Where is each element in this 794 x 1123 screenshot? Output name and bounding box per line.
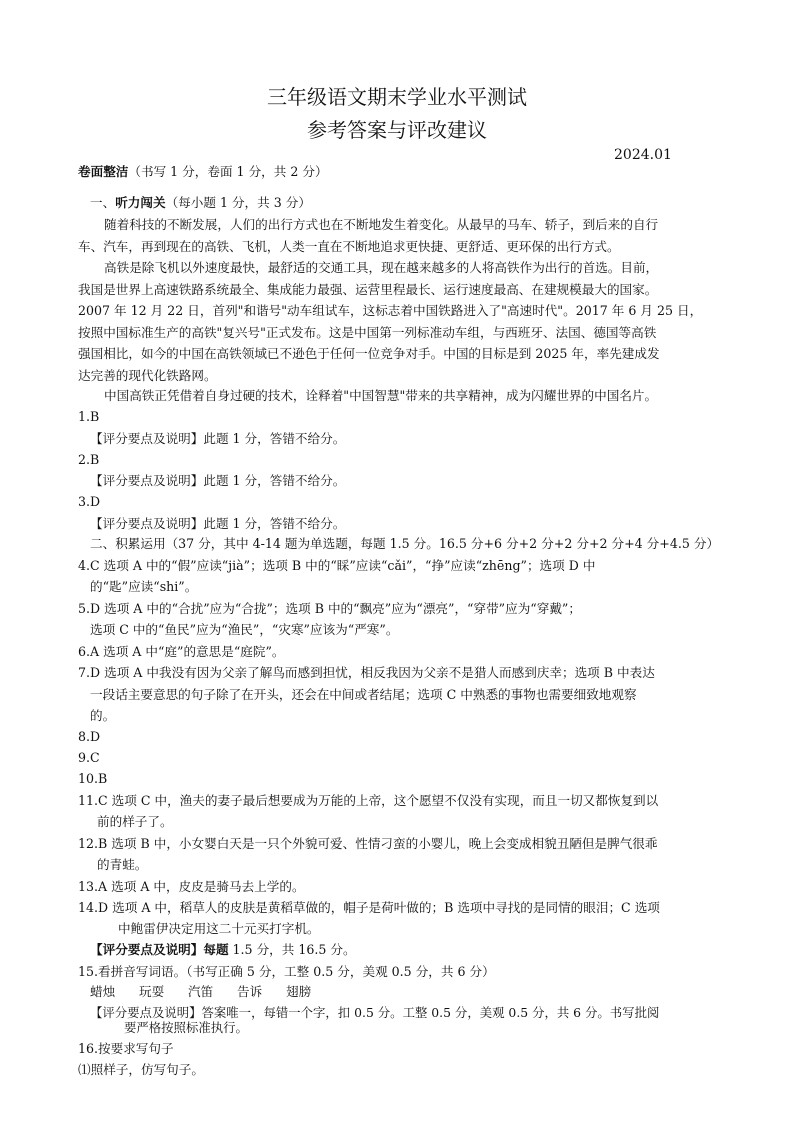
- q16: 16.按要求写句子: [78, 1041, 174, 1056]
- q14-line: 14.D 选项 A 中，稻草人的皮肤是黄稻草做的，帽子是荷叶做的；B 选项中寻找的是同情的眼泪；C 选项: [78, 900, 660, 915]
- q15-note-line: 【评分要点及说明】答案唯一，每错一个字，扣 0.5 分。工整 0.5 分，美观 0.5 分，共 6 分。书写批阅: [90, 1005, 660, 1020]
- section1-heading: 一、听力闯关（每小题 1 分，共 3 分）: [90, 195, 311, 210]
- answer-3: 3.D: [78, 494, 101, 509]
- q13: 13.A 选项 A 中，皮皮是骑马去上学的。: [78, 879, 305, 894]
- answer-1-note: 【评分要点及说明】此题 1 分，答错不给分。: [90, 431, 346, 446]
- passage-line: 车、汽车，再到现在的高铁、飞机，人类一直在不断地追求更快捷、更舒适、更环保的出行方式。: [78, 239, 620, 254]
- q5-line: 选项 C 中的“鱼民”应为“渔民”，“灾寒”应该为“严寒”。: [90, 622, 399, 637]
- passage-line: 高铁是除飞机以外速度最快，最舒适的交通工具，现在越来越多的人将高铁作为出行的首选。目前，: [104, 260, 659, 275]
- q11-line: 前的样子了。: [97, 814, 173, 829]
- passage-line: 达完善的现代化铁路网。: [78, 368, 217, 383]
- q15-word: 汽笛: [188, 984, 214, 999]
- section1-heading-bold: 听力闯关: [115, 195, 166, 210]
- q11-line: 11.C 选项 C 中，渔夫的妻子最后想要成为万能的上帝，这个愿望不仅没有实现，而且一切又都恢复到以: [78, 793, 659, 808]
- q14-line: 中鲍雷伊决定用这二十元买打字机。: [118, 921, 320, 936]
- passage-line: 中国高铁正凭借着自身过硬的技术，诠释着"中国智慧"带来的共享精神，成为闪耀世界的中国名片。: [104, 388, 658, 403]
- q15-word: 蜡烛: [90, 984, 116, 999]
- q15-words: [90, 982, 335, 1002]
- page-title: 三年级语文期末学业水平测试: [267, 85, 527, 109]
- neatness-line: [78, 162, 328, 182]
- answer-3-note: 【评分要点及说明】此题 1 分，答错不给分。: [90, 516, 346, 531]
- answer-2-note: 【评分要点及说明】此题 1 分，答错不给分。: [90, 473, 346, 488]
- q4-line: 4.C 选项 A 中的“假”应读“jià”；选项 B 中的“睬”应读“cǎi”，“挣”应读“zhēng”；选项 D 中: [78, 558, 596, 573]
- q12-line: 的青蛙。: [97, 857, 148, 872]
- q16-sub: ⑴照样子，仿写句子。: [78, 1062, 204, 1077]
- q6: 6.A 选项 A 中“庭”的意思是“庭院”。: [78, 644, 285, 659]
- passage-line: 随着科技的不断发展，人们的出行方式也在不断地发生着变化。从最早的马车、轿子，到后来的自行: [104, 217, 659, 232]
- answer-1: 1.B: [78, 409, 100, 424]
- q5-line: 5.D 选项 A 中的“合扰”应为“合拢”；选项 B 中的“飘亮”应为“漂亮”，“穿带”应为“穿戴”；: [78, 601, 581, 616]
- passage-line: 按照中国标准生产的高铁"复兴号"正式发布。这是中国第一列标准动车组，与西班牙、法国、德国等高铁: [78, 325, 657, 340]
- q4-line: 的“匙”应读“shi”。: [90, 579, 198, 594]
- passage-line: 2007 年 12 月 22 日，首列"和谐号"动车组试车，这标志着中国铁路进入了"高速时代"。2017 年 6 月 25 日，: [78, 303, 703, 318]
- q12-line: 12.B 选项 B 中，小女婴白天是一只个外貌可爱、性情刁蛮的小婴儿，晚上会变成相貌丑陋但是脾气很乖: [78, 836, 658, 851]
- q14-note: 【评分要点及说明】每题 1.5 分，共 16.5 分。: [90, 942, 356, 957]
- test-date: 2024.01: [614, 147, 672, 163]
- q10: 10.B: [78, 771, 108, 786]
- q9: 9.C: [78, 750, 100, 765]
- section2-heading: 二、积累运用（37 分，其中 4-14 题为单选题，每题 1.5 分。16.5 分+6 分+2 分+2 分+2 分+4 分+4.5 分）: [90, 536, 720, 551]
- neatness-text: （书写 1 分，卷面 1 分，共 2 分）: [128, 164, 328, 179]
- q7-line: 7.D 选项 A 中我没有因为父亲了解鸟而感到担忧，相反我因为父亲不是猎人而感到庆幸；选项 B 中表达: [78, 665, 655, 680]
- answer-2: 2.B: [78, 452, 100, 467]
- q7-line: 一段话主要意思的句子除了在开头，还会在中间或者结尾；选项 C 中熟悉的事物也需要细致地观察: [90, 687, 637, 702]
- passage-line: 我国是世界上高速铁路系统最全、集成能力最强、运营里程最长、运行速度最高、在建规模最大的国家。: [78, 282, 658, 297]
- q15-word: 告诉: [237, 984, 263, 999]
- q15-word: 玩耍: [139, 984, 165, 999]
- q7-line: 的。: [90, 708, 116, 723]
- q15-note-line: 要严格按照标准执行。: [124, 1020, 248, 1035]
- page-subtitle: 参考答案与评改建议: [307, 118, 487, 142]
- q15: 15.看拼音写词语。（书写正确 5 分，工整 0.5 分，美观 0.5 分，共 6 分）: [78, 964, 495, 979]
- neatness-label: 卷面整洁: [78, 164, 129, 179]
- q8: 8.D: [78, 729, 101, 744]
- q15-word: 翅膀: [286, 984, 312, 999]
- passage-line: 强国相比，如今的中国在高铁领域已不逊色于任何一位竞争对手。中国的目标是到 2025 年，率先建成发: [78, 346, 660, 361]
